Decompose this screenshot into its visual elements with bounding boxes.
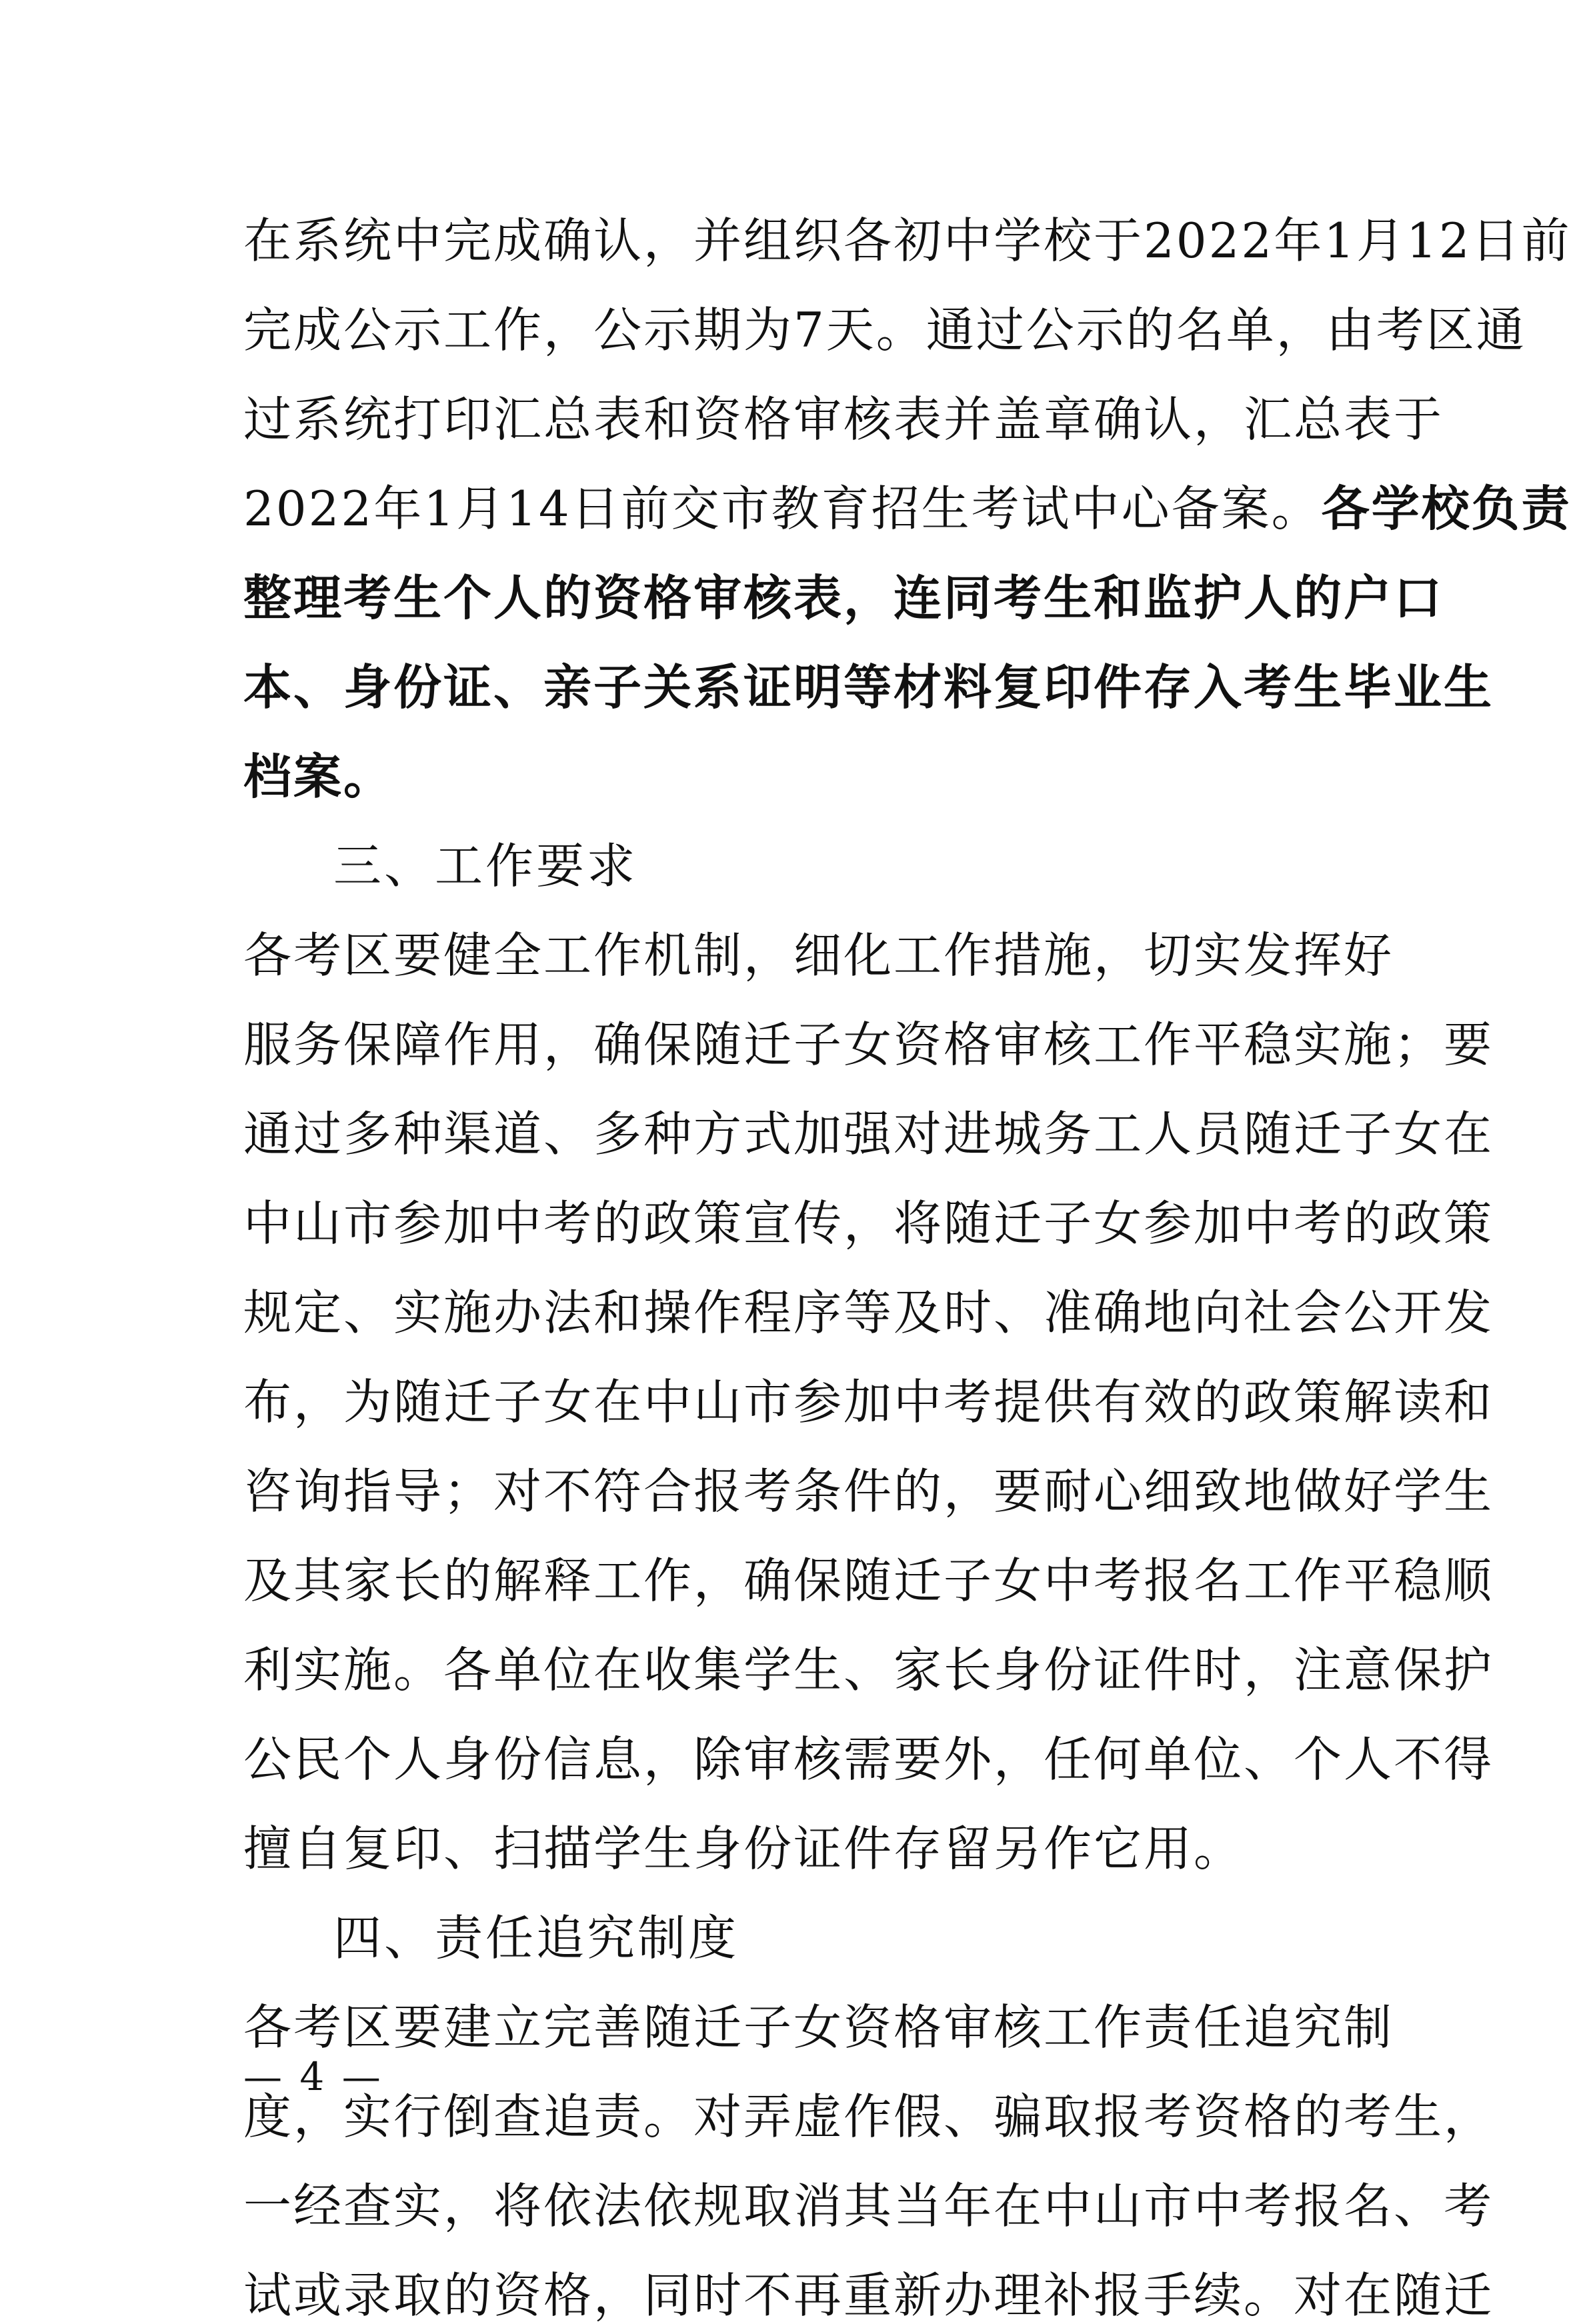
paragraph-line [243, 391, 1444, 448]
paragraph-line: 服务保障作用，确保随迁子女资格审核工作平稳实施；要 [243, 1017, 1494, 1073]
paragraph-line: 利实施。各单位在收集学生、家长身份证件时，注意保护 [243, 1642, 1494, 1698]
page-number: — 4 — [243, 2054, 383, 2099]
section-heading: 三、工作要求 [333, 838, 638, 894]
paragraph-bold-text: 各学校负责 [1321, 481, 1572, 537]
paragraph-bold-text: 本、身份证、亲子关系证明等材料复印件存入考生毕业生 [243, 659, 1494, 715]
paragraph-line: 一经查实，将依法依规取消其当年在中山市中考报名、考 [243, 2178, 1494, 2234]
paragraph-line [243, 659, 1494, 716]
paragraph-text: 过系统打印汇总表和资格审核表并盖章确认，汇总表于 [243, 391, 1444, 447]
paragraph-line: 度，实行倒查追责。对弄虚作假、骗取报考资格的考生， [243, 2089, 1494, 2145]
paragraph-line: 布，为随迁子女在中山市参加中考提供有效的政策解读和 [243, 1374, 1494, 1430]
paragraph-line [243, 480, 1572, 537]
paragraph-line: 规定、实施办法和操作程序等及时、准确地向社会公开发 [243, 1285, 1494, 1341]
section-heading: 四、责任追究制度 [333, 1910, 739, 1966]
paragraph-bold-text: 整理考生个人的资格审核表，连同考生和监护人的户口 [243, 570, 1444, 626]
paragraph-line [243, 569, 1444, 627]
paragraph-line: 各考区要健全工作机制，细化工作措施，切实发挥好 [243, 927, 1394, 983]
paragraph-line [243, 212, 1572, 269]
paragraph-line: 及其家长的解释工作，确保随迁子女中考报名工作平稳顺 [243, 1553, 1494, 1609]
paragraph-text: 完成公示工作，公示期为7天。通过公示的名单，由考区通 [243, 302, 1526, 358]
paragraph-bold-text: 档案。 [243, 749, 394, 805]
paragraph-line: 通过多种渠道、多种方式加强对进城务工人员随迁子女在 [243, 1106, 1494, 1162]
paragraph-line [243, 748, 1350, 805]
paragraph-line: 擅自复印、扫描学生身份证件存留另作它用。 [243, 1821, 1244, 1877]
paragraph-line [243, 301, 1526, 359]
paragraph-line: 试或录取的资格，同时不再重新办理补报手续。对在随迁 [243, 2267, 1494, 2323]
paragraph-line: 各考区要建立完善随迁子女资格审核工作责任追究制 [243, 1999, 1394, 2055]
paragraph-text: 2022年1月14日前交市教育招生考试中心备案。 [243, 481, 1322, 537]
paragraph-text: 在系统中完成确认，并组织各初中学校于2022年1月12日前 [243, 213, 1572, 269]
paragraph-line: 中山市参加中考的政策宣传，将随迁子女参加中考的政策 [243, 1195, 1494, 1251]
paragraph-line: 咨询指导；对不符合报考条件的，要耐心细致地做好学生 [243, 1463, 1494, 1519]
paragraph-line: 公民个人身份信息，除审核需要外，任何单位、个人不得 [243, 1731, 1494, 1787]
